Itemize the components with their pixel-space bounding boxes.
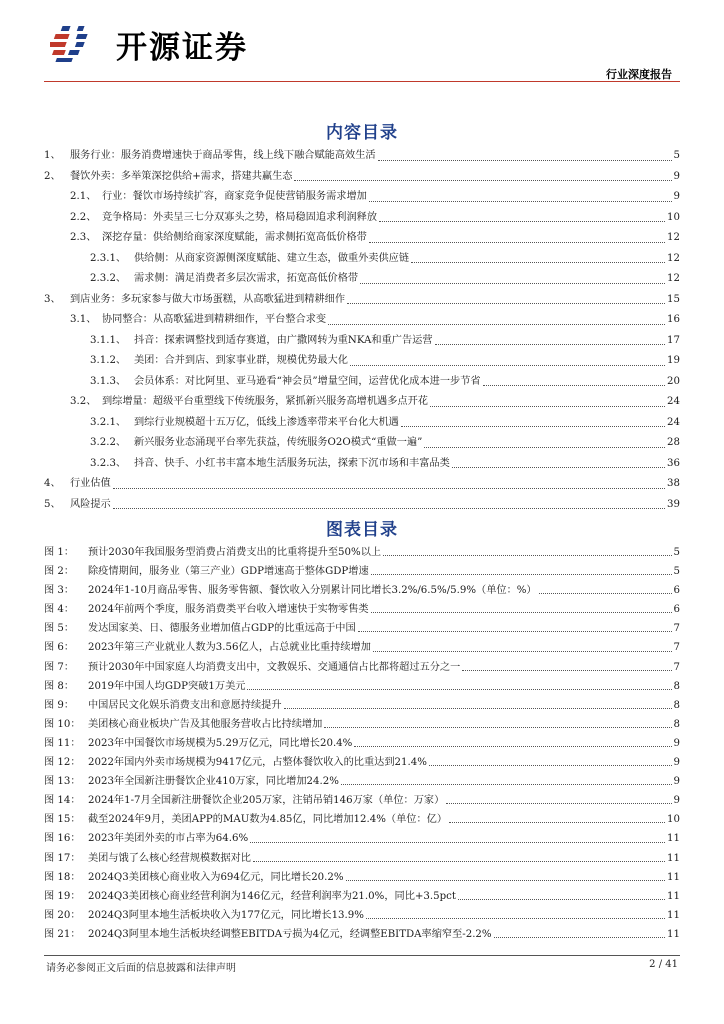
- entry-number: 2.3.1、: [90, 252, 127, 264]
- dot-leader: [350, 364, 665, 366]
- entry-number: 图 18：: [44, 871, 81, 883]
- dot-leader: [369, 200, 672, 202]
- entry-page: 5: [673, 150, 680, 161]
- entry-page: 19: [667, 355, 680, 366]
- entry-page: 7: [673, 661, 680, 673]
- figure-entry[interactable]: [44, 658, 680, 677]
- entry-page: 7: [673, 642, 680, 654]
- entry-number: 图 11：: [44, 737, 81, 749]
- entry-title: 会员体系：对比阿里、亚马逊看“神会员”增量空间，运营优化成本进一步节省: [134, 375, 481, 387]
- entry-page: 11: [667, 871, 680, 883]
- figure-entry[interactable]: [44, 906, 680, 925]
- entry-number: 图 8：: [44, 680, 75, 692]
- entry-page: 12: [667, 273, 680, 284]
- dot-leader: [401, 425, 665, 427]
- entry-title: 行业估值: [70, 478, 111, 489]
- toc-entry[interactable]: [44, 146, 680, 167]
- toc-entry[interactable]: [44, 474, 680, 495]
- figure-entry[interactable]: [44, 849, 680, 868]
- entry-page: 24: [667, 416, 680, 428]
- entry-page: 9: [673, 795, 680, 807]
- document-type: 行业深度报告: [606, 68, 672, 81]
- dot-leader: [247, 688, 671, 690]
- entry-title: 协同整合：从高歌猛进到精耕细作，平台整合求变: [102, 314, 327, 325]
- entry-number: 2.3、: [70, 232, 97, 243]
- figure-list: [44, 543, 680, 944]
- entry-number: 3、: [44, 293, 61, 305]
- entry-title: 风险提示: [70, 498, 111, 510]
- entry-title: 行业：餐饮市场持续扩容，商家竞争促使营销服务需求增加: [102, 191, 367, 202]
- entry-title: 到综增量：超级平台重塑线下传统服务，紧抓新兴服务高增机遇多点开花: [102, 396, 428, 407]
- dot-leader: [347, 302, 665, 304]
- toc-entry[interactable]: [44, 495, 680, 516]
- entry-page: 12: [667, 232, 680, 243]
- toc-entry[interactable]: [44, 331, 680, 352]
- figure-entry[interactable]: [44, 696, 680, 715]
- toc-title: 内容目录: [326, 123, 398, 143]
- figure-entry[interactable]: [44, 925, 680, 944]
- dot-leader: [253, 860, 665, 862]
- dot-leader: [494, 936, 665, 938]
- entry-title: 2024Q3阿里本地生活板块收入为177亿元，同比增长13.9%: [88, 909, 364, 921]
- entry-title: 预计2030年我国服务型消费占消费支出的比重将提升至50%以上: [88, 547, 382, 558]
- entry-title: 除疫情期间，服务业（第三产业）GDP增速高于整体GDP增速: [88, 566, 369, 578]
- entry-number: 图 6：: [44, 642, 75, 654]
- dot-leader: [373, 650, 672, 652]
- logo-mark-icon: [50, 22, 112, 66]
- entry-title: 抖音、快手、小红书丰富本地生活服务玩法，探索下沉市场和丰富品类: [134, 457, 450, 469]
- entry-title: 预计2030年中国家庭人均消费支出中，文教娱乐、交通通信占比都将超过五分之一: [88, 661, 461, 673]
- figure-entry[interactable]: [44, 734, 680, 753]
- dot-leader: [452, 466, 665, 468]
- entry-page: 15: [667, 293, 680, 305]
- entry-page: 8: [673, 680, 680, 692]
- entry-number: 图 5：: [44, 623, 75, 635]
- entry-number: 3.1.3、: [90, 375, 127, 387]
- entry-page: 11: [667, 909, 680, 921]
- entry-number: 图 20：: [44, 909, 81, 921]
- dot-leader: [250, 841, 665, 843]
- entry-title: 2024年1-10月商品零售、服务零售额、餐饮收入分别累计同比增长3.2%/6.5%/5.9%（单位：%）: [88, 585, 537, 597]
- toc-entry[interactable]: [44, 167, 680, 188]
- dot-leader: [429, 764, 672, 766]
- entry-title: 美团核心商业板块广告及其他服务营收占比持续增加: [88, 718, 323, 730]
- toc-entry[interactable]: [44, 208, 680, 229]
- dot-leader: [430, 405, 665, 407]
- entry-title: 2019年中国人均GDP突破1万美元: [88, 680, 246, 692]
- entry-number: 5、: [44, 498, 61, 510]
- dot-leader: [539, 592, 672, 594]
- entry-number: 图 2：: [44, 566, 75, 578]
- entry-number: 3.2.1、: [90, 416, 127, 428]
- entry-number: 3.2.3、: [90, 457, 127, 469]
- entry-page: 6: [673, 604, 680, 616]
- entry-title: 发达国家美、日、德服务业增加值占GDP的比重远高于中国: [88, 623, 356, 635]
- toc-entry[interactable]: [44, 269, 680, 290]
- entry-page: 8: [673, 699, 680, 711]
- entry-title: 2024年前两个季度，服务消费类平台收入增速快于实物零售类: [88, 604, 369, 616]
- entry-page: 5: [673, 547, 680, 558]
- figure-entry[interactable]: [44, 753, 680, 772]
- toc-entry[interactable]: [44, 413, 680, 434]
- entry-title: 2023年中国餐饮市场规模为5.29万亿元，同比增长20.4%: [88, 737, 353, 749]
- toc-entry[interactable]: [44, 392, 680, 413]
- entry-page: 9: [673, 737, 680, 749]
- entry-number: 图 21：: [44, 928, 81, 940]
- figure-entry[interactable]: [44, 619, 680, 638]
- entry-title: 深挖存量：供给侧给商家深度赋能，需求侧拓宽高低价格带: [102, 232, 367, 243]
- entry-number: 1、: [44, 150, 61, 161]
- entry-number: 图 16：: [44, 833, 81, 845]
- entry-title: 2023年第三产业就业人数为3.56亿人，占总就业比重持续增加: [88, 642, 371, 654]
- figure-entry[interactable]: [44, 600, 680, 619]
- footer-disclaimer: 请务必参阅正文后面的信息披露和法律声明: [46, 963, 236, 974]
- entry-page: 9: [673, 776, 680, 788]
- dot-leader: [424, 446, 665, 448]
- entry-number: 图 12：: [44, 757, 81, 769]
- entry-page: 36: [667, 457, 680, 469]
- entry-title: 需求侧：满足消费者多层次需求，拓宽高低价格带: [134, 273, 359, 284]
- dot-leader: [462, 669, 671, 671]
- entry-page: 10: [667, 211, 680, 223]
- dot-leader: [371, 573, 672, 575]
- entry-number: 图 17：: [44, 852, 81, 864]
- dot-leader: [113, 487, 665, 489]
- toc-entry[interactable]: [44, 310, 680, 331]
- entry-title: 截至2024年9月，美团APP的MAU数为4.85亿，同比增加12.4%（单位：亿）: [88, 814, 448, 826]
- dot-leader: [378, 159, 672, 161]
- entry-page: 9: [673, 757, 680, 769]
- figure-list-title: 图表目录: [326, 520, 398, 540]
- figure-entry[interactable]: [44, 772, 680, 791]
- dot-leader: [483, 384, 665, 386]
- entry-page: 7: [673, 623, 680, 635]
- entry-title: 到店业务：多玩家参与做大市场蛋糕，从高歌猛进到精耕细作: [70, 293, 346, 305]
- entry-page: 8: [673, 718, 680, 730]
- entry-title: 新兴服务业态涌现平台率先获益，传统服务O2O模式“重做一遍”: [134, 437, 423, 448]
- entry-page: 24: [667, 396, 680, 407]
- entry-title: 供给侧：从商家资源侧深度赋能、建立生态，做重外卖供应链: [134, 252, 410, 264]
- header-rule: [44, 81, 680, 82]
- entry-title: 2023年全国新注册餐饮企业410万家，同比增加24.2%: [88, 776, 339, 788]
- entry-number: 图 7：: [44, 661, 75, 673]
- entry-title: 抖音：探索调整找到适存赛道，由广撒网转为重NKA和重广告运营: [134, 334, 433, 346]
- entry-page: 17: [667, 334, 680, 346]
- page-number: 2 / 41: [649, 959, 678, 970]
- entry-number: 4、: [44, 478, 61, 489]
- entry-number: 图 10：: [44, 718, 81, 730]
- company-logo: [50, 22, 248, 66]
- figure-entry[interactable]: [44, 562, 680, 581]
- entry-number: 图 14：: [44, 795, 81, 807]
- dot-leader: [328, 323, 665, 325]
- entry-title: 服务行业：服务消费增速快于商品零售，线上线下融合赋能高效生活: [70, 150, 376, 161]
- entry-page: 6: [673, 585, 680, 597]
- figure-entry[interactable]: [44, 543, 680, 562]
- dot-leader: [113, 507, 665, 509]
- entry-number: 图 9：: [44, 699, 75, 711]
- entry-page: 11: [667, 890, 680, 902]
- figure-entry[interactable]: [44, 868, 680, 887]
- entry-number: 2、: [44, 170, 61, 182]
- dot-leader: [284, 707, 672, 709]
- entry-number: 3.1.1、: [90, 334, 127, 346]
- dot-leader: [324, 726, 671, 728]
- dot-leader: [366, 917, 665, 919]
- dot-leader: [354, 745, 671, 747]
- dot-leader: [294, 179, 671, 181]
- entry-page: 11: [667, 833, 680, 845]
- entry-title: 美团与饿了么核心经营规模数据对比: [88, 852, 251, 864]
- dot-leader: [449, 821, 665, 823]
- logo-text: 开源证券: [116, 29, 248, 66]
- dot-leader: [383, 554, 671, 556]
- entry-page: 39: [667, 498, 680, 510]
- entry-title: 2023年美团外卖的市占率为64.6%: [88, 833, 249, 845]
- entry-number: 2.2、: [70, 211, 97, 223]
- toc-entry[interactable]: [44, 249, 680, 270]
- entry-number: 3.1、: [70, 314, 97, 325]
- entry-title: 中国居民文化娱乐消费支出和意愿持续提升: [88, 699, 282, 711]
- footer-rule: [44, 955, 680, 956]
- entry-number: 3.2、: [70, 396, 97, 407]
- entry-number: 图 3：: [44, 585, 75, 597]
- dot-leader: [369, 241, 665, 243]
- toc-entry[interactable]: [44, 454, 680, 475]
- entry-number: 3.1.2、: [90, 355, 127, 366]
- dot-leader: [458, 898, 665, 900]
- table-of-contents: [44, 146, 680, 515]
- entry-title: 2024Q3美团核心商业收入为694亿元，同比增长20.2%: [88, 871, 344, 883]
- entry-page: 9: [673, 191, 680, 202]
- figure-entry[interactable]: [44, 638, 680, 657]
- entry-title: 到综行业规模超十五万亿，低线上渗透率带来平台化大机遇: [134, 416, 399, 428]
- entry-number: 2.3.2、: [90, 273, 127, 284]
- dot-leader: [358, 630, 672, 632]
- entry-title: 2024年1-7月全国新注册餐饮企业205万家，注销吊销146万家（单位：万家）: [88, 795, 445, 807]
- entry-title: 美团：合并到店、到家事业群，规模优势最大化: [134, 355, 348, 366]
- dot-leader: [360, 282, 665, 284]
- dot-leader: [435, 343, 666, 345]
- entry-page: 11: [667, 928, 680, 940]
- entry-title: 2024Q3美团核心商业经营利润为146亿元，经营利润率为21.0%，同比+3.5pct: [88, 890, 456, 902]
- entry-title: 2024Q3阿里本地生活板块经调整EBITDA亏损为4亿元，经调整EBITDA率缩窄至-2.2%: [88, 928, 492, 940]
- entry-page: 28: [667, 437, 680, 448]
- toc-entry[interactable]: [44, 290, 680, 311]
- toc-entry[interactable]: [44, 351, 680, 372]
- dot-leader: [411, 261, 665, 263]
- figure-entry[interactable]: [44, 677, 680, 696]
- entry-page: 20: [667, 375, 680, 387]
- figure-entry[interactable]: [44, 829, 680, 848]
- entry-number: 图 1：: [44, 547, 75, 558]
- dot-leader: [379, 220, 665, 222]
- entry-page: 11: [667, 852, 680, 864]
- entry-page: 12: [667, 252, 680, 264]
- figure-entry[interactable]: [44, 791, 680, 810]
- entry-number: 2.1、: [70, 191, 97, 202]
- entry-number: 图 15：: [44, 814, 81, 826]
- entry-number: 图 19：: [44, 890, 81, 902]
- dot-leader: [341, 783, 672, 785]
- figure-entry[interactable]: [44, 581, 680, 600]
- entry-title: 餐饮外卖：多举策深挖供给+需求，搭建共赢生态: [70, 170, 293, 182]
- figure-entry[interactable]: [44, 887, 680, 906]
- entry-page: 38: [667, 478, 680, 489]
- entry-number: 图 4：: [44, 604, 75, 616]
- figure-entry[interactable]: [44, 715, 680, 734]
- entry-title: 竞争格局：外卖呈三七分双寡头之势，格局稳固追求利润释放: [102, 211, 378, 223]
- dot-leader: [371, 611, 672, 613]
- entry-page: 16: [667, 314, 680, 325]
- entry-title: 2022年国内外卖市场规模为9417亿元，占整体餐饮收入的比重达到21.4%: [88, 757, 427, 769]
- entry-number: 3.2.2、: [90, 437, 127, 448]
- dot-leader: [346, 879, 665, 881]
- dot-leader: [446, 802, 671, 804]
- entry-number: 图 13：: [44, 776, 81, 788]
- entry-page: 9: [673, 170, 680, 182]
- toc-entry[interactable]: [44, 372, 680, 393]
- toc-entry[interactable]: [44, 187, 680, 208]
- entry-page: 5: [673, 566, 680, 578]
- figure-entry[interactable]: [44, 810, 680, 829]
- entry-page: 10: [667, 814, 680, 826]
- toc-entry[interactable]: [44, 433, 680, 454]
- toc-entry[interactable]: [44, 228, 680, 249]
